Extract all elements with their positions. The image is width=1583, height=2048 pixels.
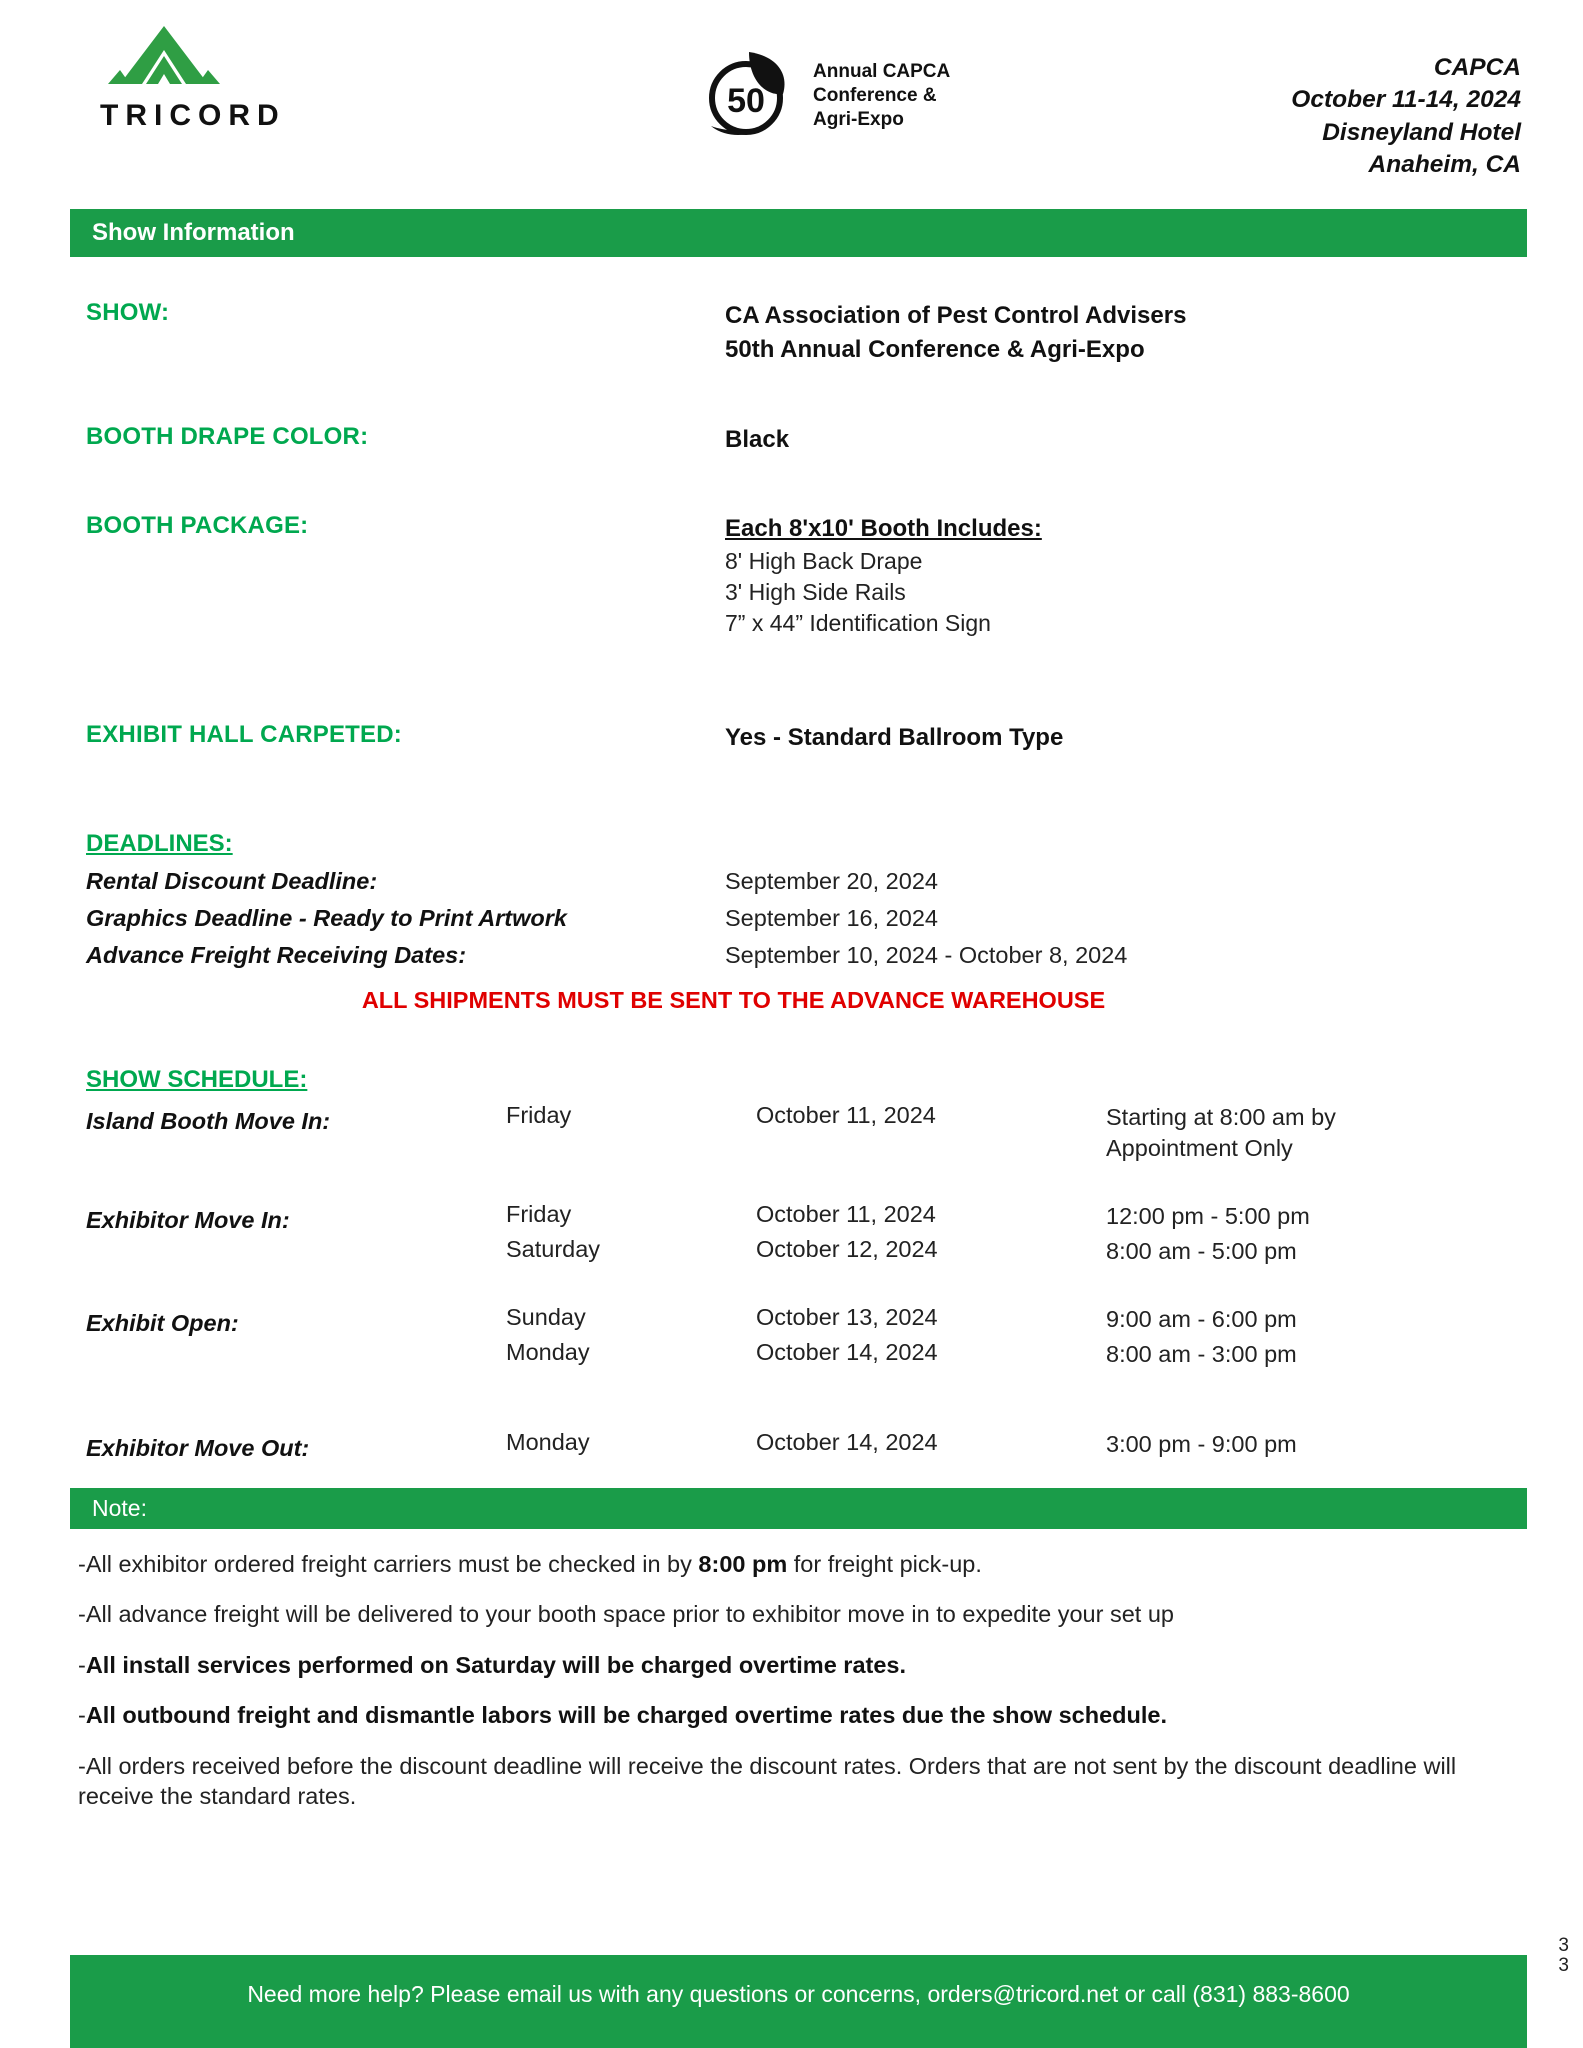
schedule-day: Sunday — [506, 1303, 586, 1330]
note-line-4 — [70, 1700, 1527, 1731]
deadline-value: September 10, 2024 - October 8, 2024 — [725, 942, 1128, 969]
schedule-label: Exhibitor Move Out: — [86, 1434, 310, 1461]
page-number — [1558, 1936, 1569, 1976]
schedule-time: Starting at 8:00 am by Appointment Only — [1106, 1104, 1336, 1161]
note-line-3-prefix: - — [78, 1651, 86, 1678]
event-dates: October 11-14, 2024 — [1291, 86, 1521, 114]
note-bar: Note: — [70, 1488, 1527, 1529]
schedule-row-exhibitor-move-in — [70, 1201, 1527, 1234]
note-line-1 — [70, 1549, 1527, 1580]
schedule-label-spacer — [86, 1339, 506, 1346]
note-line-5: -All orders received before the discount deadline will receive the discount rates. Orders that are not sent by the discount deadline will receive the standard rates. — [78, 1752, 1457, 1810]
capca-50th-logo — [691, 46, 950, 146]
deadline-row — [70, 868, 1527, 895]
row-package-value — [725, 512, 1042, 639]
deadline-label: Graphics Deadline - Ready to Print Artwork — [86, 905, 567, 932]
show-information-content — [0, 299, 1583, 1461]
note-line-4-strong: All outbound freight and dismantle labors will be charged overtime rates due the show schedule. — [85, 1702, 1168, 1729]
shipment-warning: ALL SHIPMENTS MUST BE SENT TO THE ADVANCE WAREHOUSE — [361, 987, 1106, 1014]
schedule-time: 12:00 pm - 5:00 pm — [1106, 1202, 1310, 1229]
schedule-row-island-move-in — [70, 1102, 1527, 1162]
deadline-row — [70, 905, 1527, 932]
row-package-label: BOOTH PACKAGE: — [86, 512, 309, 540]
package-item-1: 8' High Back Drape — [725, 547, 923, 574]
schedule-label-spacer — [86, 1236, 506, 1243]
row-show — [70, 299, 1527, 366]
page-number-bottom: 3 — [1558, 1955, 1569, 1977]
schedule-date: October 13, 2024 — [756, 1303, 938, 1330]
schedule-row-exhibit-open — [70, 1304, 1527, 1337]
note-line-2: -All advance freight will be delivered to your booth space prior to exhibitor move in to expedite your set up — [78, 1601, 1174, 1628]
schedule-day: Friday — [506, 1102, 572, 1129]
deadline-value: September 20, 2024 — [725, 868, 938, 895]
deadline-value: September 16, 2024 — [725, 905, 938, 932]
note-line-3-strong: All install services performed on Saturday will be charged overtime rates. — [85, 1651, 907, 1678]
schedule-date: October 14, 2024 — [756, 1338, 938, 1365]
row-drape-color — [70, 423, 1527, 457]
schedule-date: October 11, 2024 — [756, 1200, 936, 1227]
schedule-label: Exhibitor Move In: — [86, 1206, 290, 1233]
row-carpet-label-col — [70, 721, 725, 749]
show-name-line2: 50th Annual Conference & Agri-Expo — [725, 335, 1145, 363]
show-name-line1: CA Association of Pest Control Advisers — [725, 302, 1187, 330]
row-show-value — [725, 299, 1186, 366]
note-line-1-prefix: -All exhibitor ordered freight carriers must be checked in by — [78, 1550, 699, 1577]
show-information-bar: Show Information — [70, 209, 1527, 257]
deadline-label: Advance Freight Receiving Dates: — [86, 942, 467, 969]
footer-help-bar: Need more help? Please email us with any questions or concerns, orders@tricord.net or call (831) 883-8600 — [70, 1955, 1527, 2048]
row-carpet-value: Yes - Standard Ballroom Type — [725, 723, 1064, 751]
capca-logo-line2: Conference & — [813, 85, 937, 107]
capca-logo-line3: Agri-Expo — [813, 108, 904, 130]
row-carpeted — [70, 721, 1527, 755]
schedule-day: Friday — [506, 1200, 572, 1227]
package-item-2: 3' High Side Rails — [725, 578, 906, 605]
event-venue: Disneyland Hotel — [1322, 118, 1521, 146]
schedule-date: October 12, 2024 — [756, 1235, 938, 1262]
note-line-1-suffix: for freight pick-up. — [787, 1550, 982, 1577]
row-drape-label: BOOTH DRAPE COLOR: — [86, 422, 369, 450]
tricord-logo — [70, 26, 400, 133]
schedule-time: 8:00 am - 5:00 pm — [1106, 1237, 1297, 1264]
schedule-day: Monday — [506, 1428, 590, 1455]
schedule-date: October 14, 2024 — [756, 1428, 938, 1455]
deadline-label: Rental Discount Deadline: — [86, 868, 378, 895]
schedule-subrow-exhibit-open — [70, 1339, 1527, 1369]
page-header — [0, 0, 1583, 181]
row-package-label-col — [70, 512, 725, 540]
note-content — [0, 1549, 1583, 1812]
capca-logo-text — [813, 60, 950, 132]
note-line-3 — [70, 1650, 1527, 1681]
schedule-row-exhibitor-move-out — [70, 1429, 1527, 1462]
page-number-top: 3 — [1558, 1935, 1569, 1957]
row-drape-value: Black — [725, 425, 790, 453]
deadline-row — [70, 942, 1527, 969]
svg-text:50: 50 — [727, 82, 765, 120]
package-item-3: 7” x 44” Identification Sign — [725, 609, 991, 636]
show-information-section — [0, 209, 1583, 257]
event-name: CAPCA — [1433, 54, 1521, 81]
row-drape-label-col — [70, 423, 725, 451]
schedule-time: 8:00 am - 3:00 pm — [1106, 1340, 1297, 1367]
schedule-label: Exhibit Open: — [86, 1309, 239, 1336]
event-city: Anaheim, CA — [1368, 150, 1521, 178]
schedule-day: Saturday — [506, 1235, 601, 1262]
schedule-date: October 11, 2024 — [756, 1102, 936, 1129]
capca-logo-line1: Annual CAPCA — [813, 61, 951, 83]
row-show-label: SHOW: — [86, 299, 170, 327]
row-booth-package — [70, 512, 1527, 639]
package-title: Each 8'x10' Booth Includes: — [725, 515, 1042, 543]
tricord-mountain-logo-icon — [100, 26, 228, 93]
row-show-label-col — [70, 299, 725, 327]
schedule-day: Monday — [506, 1338, 590, 1365]
note-line-1-strong: 8:00 pm — [698, 1550, 788, 1577]
tricord-wordmark: TRICORD — [100, 99, 286, 132]
row-carpet-label: EXHIBIT HALL CARPETED: — [86, 720, 402, 748]
schedule-subrow-exhibitor-move-in — [70, 1236, 1527, 1266]
schedule-time: 3:00 pm - 9:00 pm — [1106, 1430, 1297, 1457]
schedule-time: 9:00 am - 6:00 pm — [1106, 1305, 1297, 1332]
deadlines-heading: DEADLINES: — [86, 830, 233, 858]
show-schedule-heading: SHOW SCHEDULE: — [86, 1066, 308, 1094]
note-line-4-prefix: - — [78, 1702, 86, 1729]
event-info — [1291, 26, 1527, 181]
note-section — [0, 1488, 1583, 1529]
capca-leaf-icon — [691, 46, 801, 146]
schedule-label: Island Booth Move In: — [86, 1108, 331, 1135]
